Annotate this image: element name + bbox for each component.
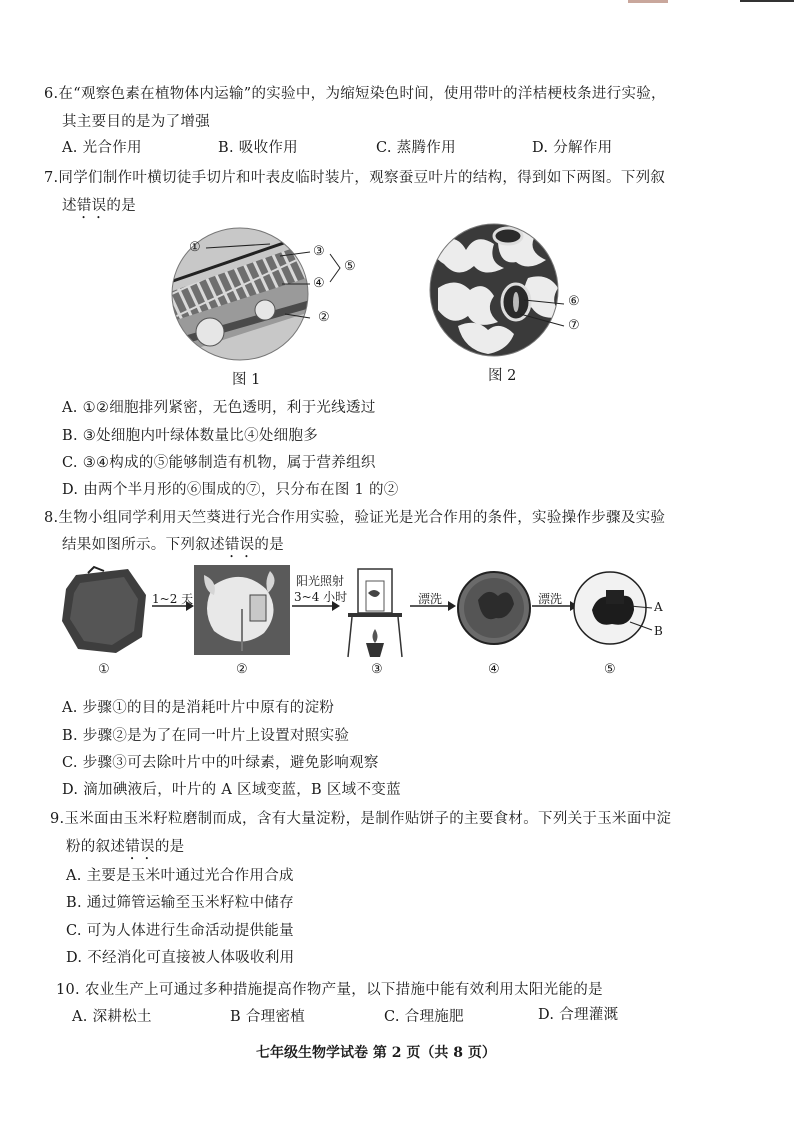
arrow-2-label-line2: 3~4 小时	[294, 590, 348, 604]
fig1-label-5: ⑤	[344, 259, 356, 274]
arrow-3-label: 漂洗	[418, 592, 443, 606]
q9-stem-line2	[66, 835, 184, 863]
q7-option-a: A. ①②细胞排列紧密，无色透明，利于光线透过	[62, 400, 376, 416]
q10-stem: 10. 农业生产上可通过多种措施提高作物产量，以下措施中能有效利用太阳光能的是	[56, 982, 603, 998]
q10-option-b: B 合理密植	[230, 1009, 306, 1025]
q9-option-d: D. 不经消化可直接被人体吸收利用	[66, 950, 295, 966]
q9-emphasis-word: 错误	[125, 839, 155, 855]
step-label-4: ④	[488, 662, 500, 677]
step-1-dark-plant	[58, 565, 150, 655]
q8-option-d: D. 滴加碘液后，叶片的 A 区域变蓝，B 区域不变蓝	[62, 782, 401, 798]
q10-option-d: D. 合理灌溉	[538, 1007, 619, 1023]
q6-option-d: D. 分解作用	[532, 140, 613, 156]
q7-option-b: B. ③处细胞内叶绿体数量比④处细胞多	[62, 428, 319, 444]
q10-option-c: C. 合理施肥	[384, 1009, 464, 1025]
q7-option-d: D. 由两个半月形的⑥围成的⑦，只分布在图 1 的②	[62, 482, 399, 498]
fig1-label-4: ④	[313, 276, 325, 291]
fig1-label-1: ①	[189, 240, 201, 255]
figure-2-caption: 图 2	[488, 368, 517, 384]
q6-option-a: A. 光合作用	[62, 140, 142, 156]
q9-stem-prefix: 粉的叙述	[66, 839, 126, 855]
q9-stem-line1: 9.玉米面由玉米籽粒磨制而成，含有大量淀粉，是制作贴饼子的主要食材。下列关于玉米面中淀	[50, 811, 672, 827]
q7-emphasis-word: 错误	[76, 198, 107, 214]
step-label-5: ⑤	[604, 662, 616, 677]
q9-option-a: A. 主要是玉米叶通过光合作用合成	[66, 868, 294, 884]
figure-2-leaf-epidermis	[428, 222, 578, 360]
q8-option-c: C. 步骤③可去除叶片中的叶绿素，避免影响观察	[62, 755, 379, 771]
page-footer: 七年级生物学试卷 第 2 页（共 8 页）	[256, 1045, 496, 1061]
q8-option-a: A. 步骤①的目的是消耗叶片中原有的淀粉	[62, 700, 335, 716]
fig1-label-3: ③	[313, 244, 325, 259]
scan-edge-mark	[628, 0, 668, 3]
step-2-covered-leaf	[194, 565, 290, 655]
q6-stem-line2: 其主要目的是为了增强	[62, 114, 210, 130]
fig2-label-7: ⑦	[568, 318, 580, 333]
step-5-iodine-result-dish	[572, 570, 682, 650]
region-label-a: A	[654, 600, 663, 614]
step-3-water-bath-heating	[344, 565, 406, 660]
q7-stem-line2	[62, 194, 136, 222]
q7-stem-prefix: 述	[62, 198, 77, 214]
step-label-1: ①	[98, 662, 110, 677]
step-4-rinsed-leaf-dish	[456, 570, 532, 646]
q8-stem-line2	[62, 533, 284, 561]
q8-option-b: B. 步骤②是为了在同一叶片上设置对照实验	[62, 728, 350, 744]
step-label-3: ③	[371, 662, 383, 677]
q9-stem-suffix: 的是	[154, 839, 185, 855]
q7-option-c: C. ③④构成的⑤能够制造有机物，属于营养组织	[62, 455, 376, 471]
q8-stem-suffix: 的是	[254, 537, 285, 553]
q9-option-b: B. 通过筛管运输至玉米籽粒中储存	[66, 895, 294, 911]
figure-1-caption: 图 1	[232, 372, 261, 388]
arrow-2-label-line1: 阳光照射	[296, 574, 345, 588]
q6-option-b: B. 吸收作用	[218, 140, 298, 156]
region-label-b: B	[654, 624, 663, 638]
q10-option-a: A. 深耕松土	[72, 1009, 152, 1025]
fig1-label-2: ②	[318, 310, 330, 325]
q8-emphasis-word: 错误	[224, 537, 255, 553]
q6-option-c: C. 蒸腾作用	[376, 140, 456, 156]
arrow-1-label: 1~2 天	[152, 592, 194, 606]
scan-edge-mark	[740, 0, 794, 2]
step-label-2: ②	[236, 662, 248, 677]
q9-option-c: C. 可为人体进行生命活动提供能量	[66, 923, 294, 939]
q8-stem-prefix: 结果如图所示。下列叙述	[62, 537, 225, 553]
q7-stem-line1: 7.同学们制作叶横切徒手切片和叶表皮临时装片，观察蚕豆叶片的结构，得到如下两图。下列叙	[44, 170, 666, 186]
arrow-4-label: 漂洗	[538, 592, 563, 606]
q7-stem-suffix: 的是	[106, 198, 137, 214]
q6-stem-line1: 6.在“观察色素在植物体内运输”的实验中，为缩短染色时间，使用带叶的洋桔梗枝条进行实验，	[44, 86, 666, 102]
fig2-label-6: ⑥	[568, 294, 580, 309]
q8-stem-line1: 8.生物小组同学利用天竺葵进行光合作用实验，验证光是光合作用的条件，实验操作步骤及实验	[44, 510, 666, 526]
